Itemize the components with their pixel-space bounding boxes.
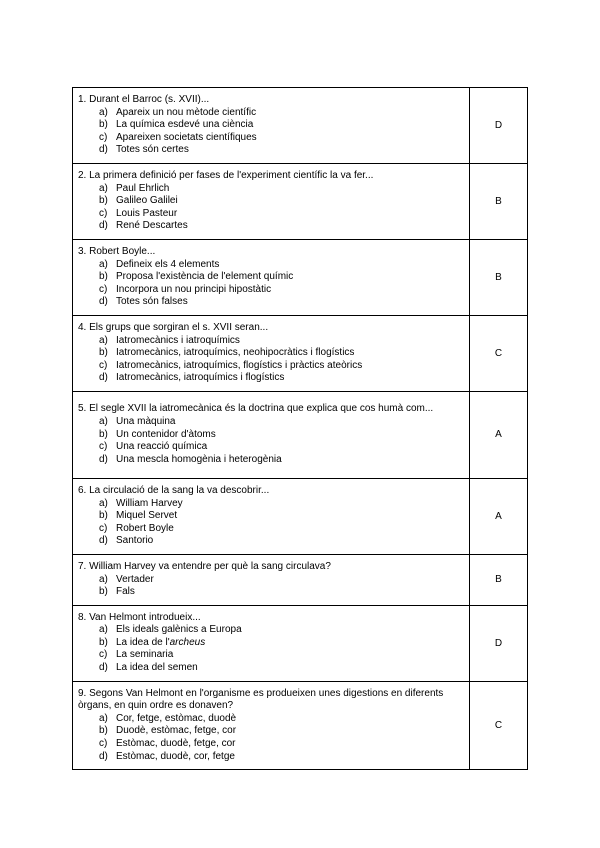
option-item — [99, 119, 465, 132]
option-label: d) — [99, 535, 108, 547]
question-cell — [73, 681, 470, 770]
option-text: Incorpora un nou principi hipostàtic — [116, 283, 272, 295]
option-text: Una màquina — [116, 416, 176, 428]
option-text-wrap — [116, 183, 169, 196]
option-item — [99, 498, 465, 511]
option-label: d) — [99, 296, 108, 308]
option-item — [99, 284, 465, 297]
option-item — [99, 535, 465, 548]
question-row — [73, 554, 528, 605]
option-text: Duodè, estòmac, fetge, cor — [116, 725, 237, 737]
option-text: Els ideals galènics a Europa — [116, 624, 242, 636]
option-text-wrap — [116, 649, 173, 662]
option-item — [99, 725, 465, 738]
question-text — [78, 322, 465, 335]
option-text-wrap — [116, 441, 207, 454]
option-label: c) — [99, 283, 108, 295]
option-label: a) — [99, 106, 108, 118]
option-label: a) — [99, 497, 108, 509]
option-list — [78, 713, 465, 763]
option-label: b) — [99, 636, 108, 648]
option-text: Totes són falses — [116, 296, 188, 308]
question-prompt: El segle XVII la iatromecànica és la doctrina que explica que cos humà com... — [89, 403, 434, 415]
option-list — [78, 335, 465, 385]
quiz-table — [72, 87, 528, 770]
option-item — [99, 624, 465, 637]
answer-cell — [470, 164, 528, 240]
option-label: b) — [99, 271, 108, 283]
option-list — [78, 574, 465, 599]
option-list — [78, 416, 465, 466]
option-list — [78, 107, 465, 157]
question-cell — [73, 88, 470, 164]
answer-cell — [470, 391, 528, 478]
answer-cell — [470, 88, 528, 164]
answer-letter: A — [495, 429, 502, 441]
option-text-wrap — [116, 284, 271, 297]
question-number: 7. — [78, 560, 87, 572]
option-item — [99, 523, 465, 536]
question-number: 4. — [78, 321, 87, 333]
answer-cell — [470, 605, 528, 681]
option-label: a) — [99, 624, 108, 636]
option-text-wrap — [116, 523, 174, 536]
question-content — [73, 164, 469, 239]
option-text-wrap — [116, 574, 154, 587]
option-item — [99, 360, 465, 373]
question-text — [78, 170, 465, 183]
option-label: b) — [99, 586, 108, 598]
option-text-wrap — [116, 498, 183, 511]
option-label: a) — [99, 258, 108, 270]
answer-letter: A — [495, 510, 502, 522]
option-text-wrap — [116, 296, 188, 309]
question-cell — [73, 478, 470, 554]
option-text-wrap — [116, 335, 240, 348]
question-prompt: La circulació de la sang la va descobrir... — [89, 484, 270, 496]
option-text-wrap — [116, 416, 175, 429]
option-text: Robert Boyle — [116, 522, 174, 534]
option-item — [99, 132, 465, 145]
option-text: Totes són certes — [116, 144, 189, 156]
option-text: Cor, fetge, estòmac, duodè — [116, 712, 237, 724]
option-text: René Descartes — [116, 220, 188, 232]
question-number: 5. — [78, 403, 87, 415]
question-content — [73, 555, 469, 605]
option-item — [99, 271, 465, 284]
option-text: Una reacció química — [116, 441, 208, 453]
option-text-wrap — [116, 347, 354, 360]
question-content — [73, 682, 469, 770]
option-list — [78, 259, 465, 309]
option-label: a) — [99, 712, 108, 724]
question-content — [73, 397, 469, 472]
answer-cell — [470, 681, 528, 770]
option-list — [78, 183, 465, 233]
option-text: Apareixen societats científiques — [116, 131, 257, 143]
option-item — [99, 335, 465, 348]
option-item — [99, 208, 465, 221]
option-text-wrap — [116, 259, 219, 272]
answer-letter: D — [494, 120, 503, 131]
option-text-wrap — [116, 751, 235, 764]
option-text-wrap — [116, 429, 216, 442]
option-text-wrap — [116, 372, 284, 385]
question-row — [73, 164, 528, 240]
question-number: 8. — [78, 611, 87, 623]
option-text-wrap — [116, 220, 188, 233]
option-text: Estòmac, duodè, fetge, cor — [116, 738, 236, 750]
option-item — [99, 441, 465, 454]
question-content — [73, 240, 469, 315]
question-prompt: Els grups que sorgiran el s. XVII seran... — [89, 321, 269, 333]
answer-letter: C — [494, 719, 503, 731]
option-item — [99, 454, 465, 467]
option-item — [99, 195, 465, 208]
question-row — [73, 605, 528, 681]
option-item — [99, 183, 465, 196]
question-text — [78, 403, 465, 416]
option-item — [99, 347, 465, 360]
quiz-body — [73, 88, 528, 770]
question-number: 2. — [78, 170, 87, 181]
question-cell — [73, 554, 470, 605]
question-cell — [73, 391, 470, 478]
option-item — [99, 372, 465, 385]
option-item — [99, 713, 465, 726]
question-content — [73, 479, 469, 554]
question-content — [73, 88, 469, 163]
option-list — [78, 624, 465, 674]
question-row — [73, 478, 528, 554]
option-text-wrap — [116, 208, 177, 221]
option-text: Defineix els 4 elements — [116, 258, 220, 270]
question-text — [78, 485, 465, 498]
option-label: a) — [99, 334, 108, 346]
answer-cell — [470, 478, 528, 554]
option-text: Iatromecànics i iatroquímics — [116, 334, 240, 346]
option-item — [99, 296, 465, 309]
option-item — [99, 429, 465, 442]
question-prompt: Durant el Barroc (s. XVII)... — [89, 94, 210, 106]
option-text-wrap — [116, 586, 135, 599]
question-prompt: La primera definició per fases de l'experiment científic la va fer... — [89, 170, 374, 181]
question-cell — [73, 605, 470, 681]
option-text-wrap — [116, 662, 198, 675]
question-number: 3. — [78, 245, 87, 257]
option-label: b) — [99, 725, 108, 737]
option-label: c) — [99, 131, 108, 143]
answer-cell — [470, 315, 528, 391]
option-text: Una mescla homogènia i heterogènia — [116, 453, 282, 465]
question-prompt: Segons Van Helmont en l'organisme es produeixen unes digestions en diferents òrgans, en quin ordre es donaven? — [78, 687, 444, 712]
question-text — [78, 94, 465, 107]
question-number: 9. — [78, 687, 87, 699]
option-item — [99, 751, 465, 764]
option-text-wrap — [116, 637, 205, 650]
question-row — [73, 681, 528, 770]
question-row — [73, 88, 528, 164]
question-number: 6. — [78, 484, 87, 496]
option-text-wrap — [116, 624, 242, 637]
option-label: d) — [99, 220, 108, 232]
option-text-wrap — [116, 132, 257, 145]
option-label: c) — [99, 207, 108, 219]
question-row — [73, 239, 528, 315]
option-item — [99, 144, 465, 157]
option-text: La química esdevé una ciència — [116, 119, 254, 131]
option-italic-term: archeus — [169, 636, 206, 648]
question-prompt: Van Helmont introdueix... — [89, 611, 201, 623]
question-cell — [73, 315, 470, 391]
option-text: La idea del semen — [116, 662, 198, 674]
option-label: b) — [99, 195, 108, 207]
option-item — [99, 637, 465, 650]
option-item — [99, 510, 465, 523]
question-text — [78, 612, 465, 625]
option-text: Proposa l'existència de l'element químic — [116, 271, 294, 283]
option-label: a) — [99, 573, 108, 585]
answer-letter: B — [495, 195, 502, 207]
option-text: Santorio — [116, 535, 154, 547]
option-item — [99, 574, 465, 587]
option-text-wrap — [116, 725, 236, 738]
question-cell — [73, 164, 470, 240]
option-text-wrap — [116, 107, 256, 120]
option-text-wrap — [116, 738, 236, 751]
option-text-wrap — [116, 144, 189, 157]
option-item — [99, 662, 465, 675]
question-text — [78, 688, 465, 713]
answer-letter: C — [494, 347, 503, 359]
question-row — [73, 391, 528, 478]
option-item — [99, 416, 465, 429]
option-list — [78, 498, 465, 548]
question-text — [78, 561, 465, 574]
option-text-wrap — [116, 119, 253, 132]
option-label: b) — [99, 428, 108, 440]
option-text: Miquel Servet — [116, 510, 178, 522]
question-row — [73, 315, 528, 391]
option-text-wrap — [116, 535, 153, 548]
option-text: Vertader — [116, 573, 154, 585]
option-item — [99, 649, 465, 662]
option-label: c) — [99, 738, 108, 750]
option-label: b) — [99, 510, 108, 522]
question-content — [73, 606, 469, 681]
option-text: Un contenidor d'àtoms — [116, 428, 216, 440]
option-text: William Harvey — [116, 497, 183, 509]
question-number: 1. — [78, 94, 87, 106]
question-prompt: William Harvey va entendre per què la sang circulava? — [89, 560, 331, 572]
option-item — [99, 259, 465, 272]
option-text-wrap — [116, 454, 282, 467]
option-text-wrap — [116, 195, 178, 208]
option-text: Iatromecànics, iatroquímics, neohipocràtics i flogístics — [116, 347, 355, 359]
option-label: c) — [99, 649, 108, 661]
answer-cell — [470, 239, 528, 315]
question-content — [73, 316, 469, 391]
option-text: La seminaria — [116, 649, 174, 661]
answer-cell — [470, 554, 528, 605]
option-label: d) — [99, 372, 108, 384]
answer-letter: B — [495, 271, 502, 283]
option-label: b) — [99, 119, 108, 131]
option-label: a) — [99, 182, 108, 194]
question-prompt: Robert Boyle... — [89, 245, 156, 257]
option-label: c) — [99, 441, 108, 453]
question-cell — [73, 239, 470, 315]
option-text: Fals — [116, 586, 135, 598]
option-text: Iatromecànics, iatroquímics, flogístics i pràctics ateòrics — [116, 359, 363, 371]
option-text: Louis Pasteur — [116, 207, 178, 219]
option-label: d) — [99, 144, 108, 156]
option-text-wrap — [116, 271, 293, 284]
option-text: Paul Ehrlich — [116, 182, 170, 194]
option-label: c) — [99, 522, 108, 534]
option-text-wrap — [116, 360, 362, 373]
option-text-wrap — [116, 510, 177, 523]
option-text: Estòmac, duodè, cor, fetge — [116, 750, 235, 762]
option-label: b) — [99, 347, 108, 359]
option-text-wrap — [116, 713, 236, 726]
option-label: d) — [99, 750, 108, 762]
answer-letter: B — [495, 574, 502, 586]
option-label: c) — [99, 359, 108, 371]
option-text: La idea de l' — [116, 636, 170, 648]
option-item — [99, 220, 465, 233]
option-item — [99, 738, 465, 751]
option-item — [99, 107, 465, 120]
option-text: Iatromecànics, iatroquímics i flogístics — [116, 372, 285, 384]
option-label: a) — [99, 416, 108, 428]
question-text — [78, 246, 465, 259]
option-label: d) — [99, 662, 108, 674]
option-label: d) — [99, 453, 108, 465]
option-text: Apareix un nou mètode científic — [116, 106, 257, 118]
answer-letter: D — [494, 637, 503, 649]
option-item — [99, 586, 465, 599]
option-text: Galileo Galilei — [116, 195, 178, 207]
